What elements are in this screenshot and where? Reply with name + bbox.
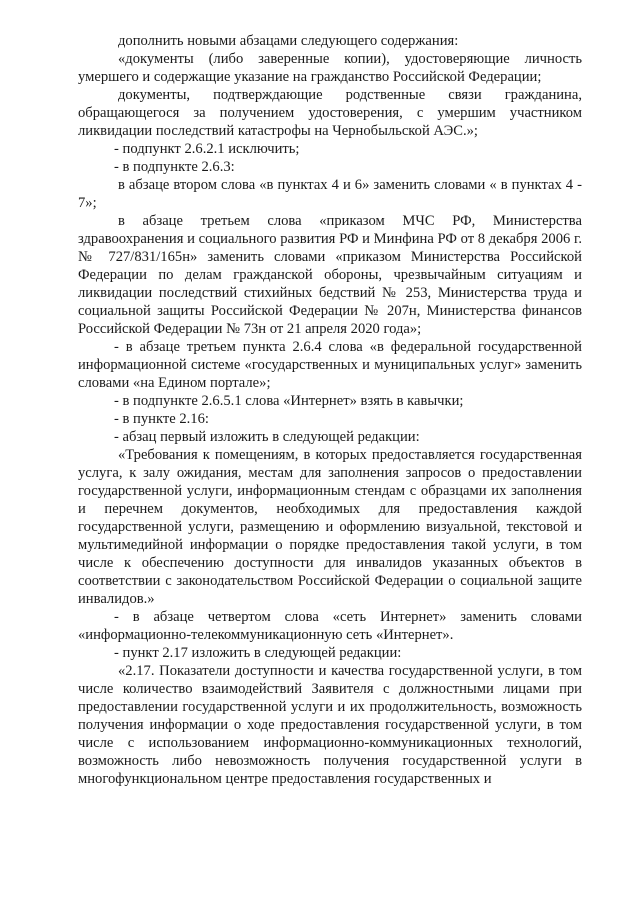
- paragraph-2-6-4: - в абзаце третьем пункта 2.6.4 слова «в федеральной государственной информационной системе «государственных и муниципальных услуг» заменить словами «на Едином портале»;: [78, 339, 582, 391]
- paragraph-kinship-documents: документы, подтверждающие родственные связи гражданина, обращающегося за получением удостоверения, с умершим участником ликвидации последствий катастрофы на Чернобыльской АЭС.»;: [78, 87, 582, 139]
- paragraph-2-6-3: - в подпункте 2.6.3:: [114, 159, 235, 175]
- paragraph-intro: дополнить новыми абзацами следующего содержания:: [118, 33, 459, 49]
- paragraph-2-6-2-1: - подпункт 2.6.2.1 исключить;: [114, 141, 300, 157]
- paragraph-fourth-abzac: - в абзаце четвертом слова «сеть Интернет» заменить словами «информационно-телекоммуникационную сеть «Интернет».: [78, 609, 582, 643]
- paragraph-first-abzac-edit: - абзац первый изложить в следующей редакции:: [114, 429, 420, 445]
- paragraph-2-17-text: «2.17. Показатели доступности и качества государственной услуги, в том числе количество взаимодействий Заявителя с должностными лицами при предоставлении государственной услуги и их продолжительность, возможность получения информации о ходе предоставления государственной услуги, в том числе с использованием информационно-коммуникационных технологий, возможность либо невозможность получения государственной услуги в многофункциональном центре предоставления государственных и: [78, 663, 582, 787]
- paragraph-2-6-5-1: - в подпункте 2.6.5.1 слова «Интернет» взять в кавычки;: [114, 393, 464, 409]
- paragraph-2-17: - пункт 2.17 изложить в следующей редакции:: [114, 645, 402, 661]
- paragraph-second-abzac: в абзаце втором слова «в пунктах 4 и 6» заменить словами « в пунктах 4 - 7»;: [78, 177, 582, 211]
- paragraph-third-abzac: в абзаце третьем слова «приказом МЧС РФ, Министерства здравоохранения и социального развития РФ и Минфина РФ от 8 декабря 2006 г. № 727/831/165н» заменить словами «приказом Министерства Российской Федерации по делам гражданской обороны, чрезвычайным ситуациям и ликвидации последствий стихийных бедствий № 253, Министерства труда и социальной защиты Российской Федерации № 207н, Министерства финансов Российской Федерации № 73н от 21 апреля 2020 года»;: [78, 213, 582, 337]
- paragraph-requirements: «Требования к помещениям, в которых предоставляется государственная услуга, к залу ожидания, местам для заполнения запросов о предоставлении государственной услуги, информационным стендам с образцами их заполнения и перечнем документов, необходимых для предоставления каждой государственной услуги, размещению и оформлению визуальной, текстовой и мультимедийной информации о порядке предоставления такой услуги, в том числе к обеспечению доступности для инвалидов указанных объектов в соответствии с законодательством Российской Федерации о социальной защите инвалидов.»: [78, 447, 582, 607]
- paragraph-identity-documents: «документы (либо заверенные копии), удостоверяющие личность умершего и содержащие указание на гражданство Российской Федерации;: [78, 51, 582, 85]
- paragraph-2-16: - в пункте 2.16:: [114, 411, 209, 427]
